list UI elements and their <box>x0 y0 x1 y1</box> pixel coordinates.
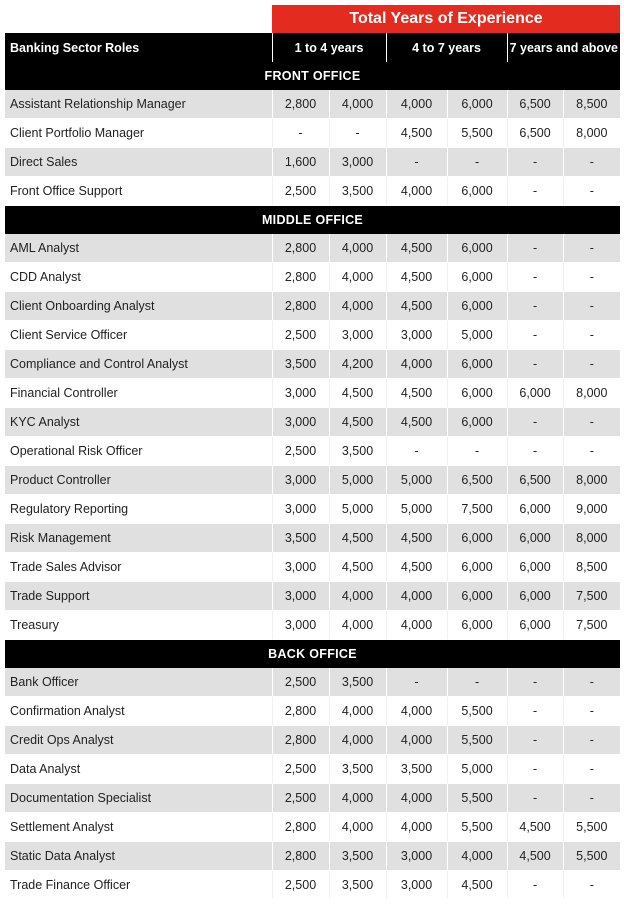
section-header-row <box>5 206 620 235</box>
salary-value: 6,000 <box>447 611 507 640</box>
table-row <box>5 437 620 466</box>
salary-value: 3,000 <box>272 495 329 524</box>
section-title: BACK OFFICE <box>5 640 620 669</box>
salary-value: 3,000 <box>272 408 329 437</box>
salary-value: 4,500 <box>386 379 447 408</box>
salary-value: 6,000 <box>447 292 507 321</box>
salary-value: 2,800 <box>272 842 329 871</box>
role-column-header: Banking Sector Roles <box>5 33 272 62</box>
role-name: Static Data Analyst <box>5 842 272 871</box>
salary-value: 6,000 <box>447 582 507 611</box>
section-header-row <box>5 62 620 90</box>
salary-value: - <box>507 408 563 437</box>
salary-value: 2,800 <box>272 234 329 263</box>
range-header-4-to-7: 4 to 7 years <box>386 33 507 62</box>
salary-value: - <box>507 321 563 350</box>
table-row <box>5 379 620 408</box>
role-name: Trade Support <box>5 582 272 611</box>
table-row <box>5 611 620 640</box>
salary-value: 3,500 <box>329 437 386 466</box>
column-header-row <box>5 33 620 62</box>
salary-value: - <box>507 871 563 900</box>
salary-value: 8,000 <box>563 466 620 495</box>
salary-value: 4,000 <box>329 263 386 292</box>
table-row <box>5 466 620 495</box>
salary-value: 2,500 <box>272 755 329 784</box>
salary-value: 3,000 <box>386 842 447 871</box>
salary-value: 3,500 <box>329 842 386 871</box>
salary-value: 4,500 <box>386 524 447 553</box>
table-row <box>5 177 620 206</box>
table-row <box>5 119 620 148</box>
salary-value: - <box>447 437 507 466</box>
range-header-7-plus: 7 years and above <box>507 33 620 62</box>
salary-value: - <box>386 437 447 466</box>
salary-value: - <box>386 668 447 697</box>
salary-value: 4,500 <box>447 871 507 900</box>
table-row <box>5 234 620 263</box>
salary-value: - <box>447 148 507 177</box>
role-name: Bank Officer <box>5 668 272 697</box>
role-name: KYC Analyst <box>5 408 272 437</box>
salary-value: 3,000 <box>386 871 447 900</box>
salary-value: 2,500 <box>272 437 329 466</box>
table-row <box>5 524 620 553</box>
salary-value: 4,500 <box>386 553 447 582</box>
role-name: Direct Sales <box>5 148 272 177</box>
salary-value: 7,500 <box>563 582 620 611</box>
table-row <box>5 726 620 755</box>
salary-value: 1,600 <box>272 148 329 177</box>
salary-value: 6,000 <box>507 495 563 524</box>
salary-value: 8,500 <box>563 553 620 582</box>
salary-value: 5,000 <box>386 466 447 495</box>
section-title: FRONT OFFICE <box>5 62 620 90</box>
table-row <box>5 582 620 611</box>
salary-value: - <box>507 437 563 466</box>
salary-value: 4,500 <box>386 234 447 263</box>
salary-value: 2,800 <box>272 292 329 321</box>
role-name: Data Analyst <box>5 755 272 784</box>
salary-value: 8,500 <box>563 90 620 119</box>
salary-value: 6,000 <box>447 177 507 206</box>
salary-value: 4,000 <box>447 842 507 871</box>
salary-value: - <box>563 148 620 177</box>
salary-value: - <box>507 697 563 726</box>
salary-value: - <box>507 177 563 206</box>
salary-value: 3,000 <box>329 148 386 177</box>
salary-value: 4,000 <box>329 90 386 119</box>
salary-value: 4,000 <box>386 813 447 842</box>
salary-value: 8,000 <box>563 119 620 148</box>
salary-value: 4,500 <box>507 842 563 871</box>
salary-value: 8,000 <box>563 379 620 408</box>
salary-value: - <box>386 148 447 177</box>
table-row <box>5 263 620 292</box>
table-row <box>5 784 620 813</box>
salary-value: 4,500 <box>329 553 386 582</box>
experience-header: Total Years of Experience <box>272 5 620 33</box>
salary-value: 3,000 <box>272 611 329 640</box>
salary-value: 3,000 <box>272 379 329 408</box>
salary-value: 5,500 <box>563 842 620 871</box>
salary-value: 4,000 <box>329 611 386 640</box>
salary-value: 6,000 <box>447 90 507 119</box>
table-row <box>5 292 620 321</box>
salary-value: 5,500 <box>447 784 507 813</box>
salary-value: - <box>507 784 563 813</box>
table-row <box>5 350 620 379</box>
role-name: Trade Sales Advisor <box>5 553 272 582</box>
table-row <box>5 408 620 437</box>
table-row <box>5 148 620 177</box>
salary-value: - <box>563 784 620 813</box>
role-name: Regulatory Reporting <box>5 495 272 524</box>
salary-value: 6,000 <box>447 350 507 379</box>
salary-value: - <box>507 292 563 321</box>
salary-value: 6,000 <box>447 553 507 582</box>
salary-value: 3,000 <box>386 321 447 350</box>
salary-value: - <box>507 668 563 697</box>
salary-value: - <box>563 871 620 900</box>
salary-value: - <box>507 755 563 784</box>
table-row <box>5 842 620 871</box>
role-name: Client Onboarding Analyst <box>5 292 272 321</box>
salary-value: - <box>563 697 620 726</box>
role-name: Risk Management <box>5 524 272 553</box>
role-name: Compliance and Control Analyst <box>5 350 272 379</box>
role-name: Trade Finance Officer <box>5 871 272 900</box>
salary-value: - <box>507 350 563 379</box>
salary-value: 4,000 <box>329 582 386 611</box>
salary-value: 4,000 <box>329 697 386 726</box>
role-name: Settlement Analyst <box>5 813 272 842</box>
salary-value: - <box>563 350 620 379</box>
salary-value: 4,500 <box>386 408 447 437</box>
salary-value: - <box>563 321 620 350</box>
table-row <box>5 321 620 350</box>
salary-value: 2,500 <box>272 784 329 813</box>
salary-value: 3,500 <box>329 755 386 784</box>
salary-value: 4,500 <box>386 263 447 292</box>
salary-value: 5,500 <box>447 726 507 755</box>
salary-value: 3,500 <box>329 871 386 900</box>
table-row <box>5 495 620 524</box>
salary-value: 3,500 <box>386 755 447 784</box>
role-name: Credit Ops Analyst <box>5 726 272 755</box>
salary-value: - <box>507 726 563 755</box>
salary-value: 3,500 <box>272 350 329 379</box>
salary-table <box>5 33 620 900</box>
salary-value: 4,000 <box>386 177 447 206</box>
salary-value: 5,500 <box>447 119 507 148</box>
salary-value: 2,800 <box>272 726 329 755</box>
salary-value: - <box>563 177 620 206</box>
salary-value: - <box>507 263 563 292</box>
salary-value: 6,500 <box>447 466 507 495</box>
salary-value: - <box>563 437 620 466</box>
salary-value: 6,000 <box>447 263 507 292</box>
salary-value: 4,000 <box>386 726 447 755</box>
salary-value: 6,500 <box>507 90 563 119</box>
salary-value: 5,000 <box>447 321 507 350</box>
salary-value: 3,000 <box>329 321 386 350</box>
salary-value: 4,000 <box>386 90 447 119</box>
salary-value: 2,800 <box>272 90 329 119</box>
salary-value: 3,500 <box>329 668 386 697</box>
salary-value: 2,500 <box>272 871 329 900</box>
salary-value: 4,500 <box>507 813 563 842</box>
salary-value: - <box>329 119 386 148</box>
salary-value: 6,000 <box>507 582 563 611</box>
salary-value: 6,000 <box>447 379 507 408</box>
salary-value: 4,500 <box>329 524 386 553</box>
salary-value: 4,000 <box>329 726 386 755</box>
salary-value: 2,800 <box>272 697 329 726</box>
salary-value: 5,000 <box>329 495 386 524</box>
role-name: Treasury <box>5 611 272 640</box>
salary-value: 8,000 <box>563 524 620 553</box>
salary-value: - <box>563 234 620 263</box>
salary-value: 4,000 <box>386 350 447 379</box>
salary-value: 3,500 <box>272 524 329 553</box>
salary-value: 4,000 <box>386 582 447 611</box>
salary-value: 6,000 <box>507 524 563 553</box>
salary-value: - <box>563 408 620 437</box>
salary-value: 4,500 <box>386 119 447 148</box>
salary-value: 4,200 <box>329 350 386 379</box>
role-name: Assistant Relationship Manager <box>5 90 272 119</box>
table-row <box>5 90 620 119</box>
table-row <box>5 755 620 784</box>
salary-value: 9,000 <box>563 495 620 524</box>
salary-value: 5,000 <box>386 495 447 524</box>
table-row <box>5 871 620 900</box>
salary-value: 4,500 <box>329 408 386 437</box>
table-row <box>5 553 620 582</box>
salary-value: - <box>563 668 620 697</box>
table-row <box>5 668 620 697</box>
salary-value: 6,000 <box>447 234 507 263</box>
role-name: Financial Controller <box>5 379 272 408</box>
salary-value: - <box>563 263 620 292</box>
table-row <box>5 813 620 842</box>
role-name: Product Controller <box>5 466 272 495</box>
role-name: Client Portfolio Manager <box>5 119 272 148</box>
role-name: AML Analyst <box>5 234 272 263</box>
salary-value: 4,000 <box>329 234 386 263</box>
salary-value: 2,500 <box>272 321 329 350</box>
salary-value: - <box>507 148 563 177</box>
salary-value: 3,000 <box>272 553 329 582</box>
salary-value: 4,500 <box>386 292 447 321</box>
salary-value: 3,000 <box>272 582 329 611</box>
range-header-1-to-4: 1 to 4 years <box>272 33 386 62</box>
salary-value: 5,500 <box>563 813 620 842</box>
salary-value: - <box>507 234 563 263</box>
salary-value: 6,500 <box>507 119 563 148</box>
table-row <box>5 697 620 726</box>
salary-value: 6,000 <box>507 379 563 408</box>
salary-value: 4,000 <box>386 784 447 813</box>
salary-value: 4,000 <box>386 697 447 726</box>
salary-value: 4,500 <box>329 379 386 408</box>
salary-value: 5,000 <box>329 466 386 495</box>
salary-value: 4,000 <box>329 813 386 842</box>
salary-value: - <box>272 119 329 148</box>
salary-value: 2,800 <box>272 813 329 842</box>
role-name: CDD Analyst <box>5 263 272 292</box>
section-header-row <box>5 640 620 669</box>
salary-value: 6,000 <box>507 611 563 640</box>
salary-value: 2,500 <box>272 668 329 697</box>
salary-value: 5,500 <box>447 813 507 842</box>
salary-value: 4,000 <box>329 784 386 813</box>
salary-value: - <box>447 668 507 697</box>
salary-value: - <box>563 292 620 321</box>
salary-value: 2,500 <box>272 177 329 206</box>
salary-value: 7,500 <box>563 611 620 640</box>
role-name: Documentation Specialist <box>5 784 272 813</box>
salary-value: 5,000 <box>447 755 507 784</box>
salary-value: 6,000 <box>447 524 507 553</box>
salary-value: 4,000 <box>329 292 386 321</box>
salary-value: 3,500 <box>329 177 386 206</box>
salary-value: - <box>563 755 620 784</box>
salary-value: 3,000 <box>272 466 329 495</box>
salary-value: 7,500 <box>447 495 507 524</box>
salary-value: 5,500 <box>447 697 507 726</box>
section-title: MIDDLE OFFICE <box>5 206 620 235</box>
role-name: Operational Risk Officer <box>5 437 272 466</box>
salary-value: 4,000 <box>386 611 447 640</box>
salary-value: 6,000 <box>447 408 507 437</box>
salary-value: 6,500 <box>507 466 563 495</box>
role-name: Front Office Support <box>5 177 272 206</box>
role-name: Confirmation Analyst <box>5 697 272 726</box>
salary-value: - <box>563 726 620 755</box>
role-name: Client Service Officer <box>5 321 272 350</box>
salary-value: 2,800 <box>272 263 329 292</box>
salary-value: 6,000 <box>507 553 563 582</box>
